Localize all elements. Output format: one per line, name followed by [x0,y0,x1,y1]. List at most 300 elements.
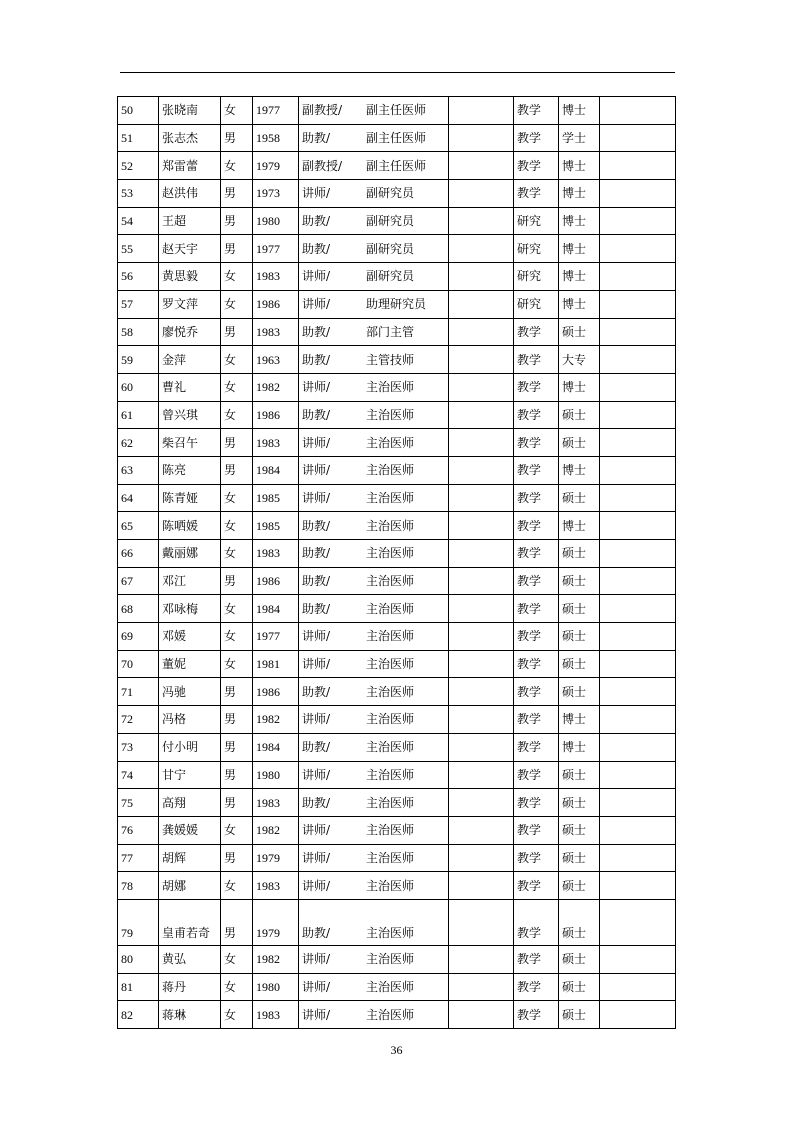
cell-empty [449,945,514,973]
cell-number: 72 [118,706,159,734]
cell-degree: 大专 [559,346,600,374]
cell-number: 54 [118,207,159,235]
teaching-title: 助教/ [302,241,331,256]
table-row [118,263,676,291]
cell-title [299,346,449,374]
cell-empty [449,789,514,817]
cell-gender: 男 [221,180,253,208]
cell-position-type: 教学 [514,678,559,706]
table-row [118,899,676,945]
table-row [118,124,676,152]
cell-number: 55 [118,235,159,263]
cell-gender: 男 [221,456,253,484]
teaching-title: 讲师/ [302,1007,331,1022]
cell-birth-year: 1979 [253,899,299,945]
cell-degree: 博士 [559,97,600,125]
cell-birth-year: 1985 [253,484,299,512]
cell-title [299,650,449,678]
cell-name: 王超 [159,207,221,235]
professional-title: 主治医师 [366,740,415,755]
teaching-title: 助教/ [302,131,331,146]
cell-position-type: 研究 [514,235,559,263]
cell-empty [600,816,676,844]
teaching-title: 讲师/ [302,823,331,838]
professional-title: 主治医师 [366,925,415,940]
table-row [118,235,676,263]
cell-name: 蒋琳 [159,1001,221,1029]
cell-birth-year: 1979 [253,152,299,180]
cell-degree: 博士 [559,263,600,291]
cell-empty [449,844,514,872]
cell-gender: 男 [221,899,253,945]
cell-title [299,207,449,235]
header-rule [120,72,675,73]
professional-title: 主治医师 [366,684,415,699]
cell-gender: 男 [221,733,253,761]
cell-empty [600,706,676,734]
cell-position-type: 研究 [514,263,559,291]
professional-title: 部门主管 [366,324,415,339]
teaching-title: 讲师/ [302,878,331,893]
cell-title [299,484,449,512]
cell-degree: 博士 [559,180,600,208]
cell-empty [600,124,676,152]
cell-gender: 女 [221,816,253,844]
professional-title: 副主任医师 [366,131,427,146]
cell-empty [449,429,514,457]
teaching-title: 讲师/ [302,490,331,505]
cell-empty [600,678,676,706]
teaching-title: 助教/ [302,407,331,422]
cell-position-type: 教学 [514,97,559,125]
cell-empty [449,973,514,1001]
cell-empty [449,567,514,595]
cell-gender: 女 [221,623,253,651]
cell-birth-year: 1985 [253,512,299,540]
professional-title: 主治医师 [366,657,415,672]
cell-gender: 女 [221,945,253,973]
teaching-title: 助教/ [302,601,331,616]
table-row [118,595,676,623]
cell-degree: 硕士 [559,401,600,429]
cell-birth-year: 1986 [253,567,299,595]
cell-gender: 男 [221,235,253,263]
cell-number: 67 [118,567,159,595]
cell-title [299,124,449,152]
cell-position-type: 教学 [514,872,559,900]
cell-empty [600,512,676,540]
cell-birth-year: 1986 [253,401,299,429]
cell-empty [449,456,514,484]
cell-gender: 女 [221,152,253,180]
cell-birth-year: 1980 [253,761,299,789]
cell-birth-year: 1983 [253,1001,299,1029]
table-row [118,789,676,817]
cell-position-type: 教学 [514,567,559,595]
cell-gender: 女 [221,1001,253,1029]
staff-table-body [118,97,676,1029]
cell-name: 廖悦乔 [159,318,221,346]
cell-number: 64 [118,484,159,512]
cell-name: 陈青娅 [159,484,221,512]
cell-degree: 博士 [559,235,600,263]
cell-title [299,373,449,401]
teaching-title: 讲师/ [302,463,331,478]
table-row [118,844,676,872]
cell-degree: 学士 [559,124,600,152]
cell-birth-year: 1983 [253,789,299,817]
cell-birth-year: 1982 [253,945,299,973]
cell-gender: 女 [221,290,253,318]
table-row [118,401,676,429]
table-row [118,180,676,208]
cell-title [299,706,449,734]
cell-empty [600,207,676,235]
professional-title: 主治医师 [366,767,415,782]
teaching-title: 副教授/ [302,158,343,173]
cell-birth-year: 1958 [253,124,299,152]
cell-name: 邓咏梅 [159,595,221,623]
cell-birth-year: 1980 [253,207,299,235]
cell-name: 柴召午 [159,429,221,457]
cell-title [299,1001,449,1029]
cell-position-type: 教学 [514,973,559,1001]
professional-title: 主治医师 [366,407,415,422]
cell-gender: 女 [221,97,253,125]
cell-empty [600,733,676,761]
cell-title [299,180,449,208]
cell-number: 77 [118,844,159,872]
table-row [118,456,676,484]
cell-gender: 女 [221,973,253,1001]
table-row [118,207,676,235]
cell-position-type: 教学 [514,816,559,844]
teaching-title: 助教/ [302,925,331,940]
cell-birth-year: 1986 [253,678,299,706]
professional-title: 主治医师 [366,952,415,967]
cell-degree: 硕士 [559,540,600,568]
cell-empty [600,945,676,973]
professional-title: 主治医师 [366,380,415,395]
cell-position-type: 教学 [514,1001,559,1029]
cell-degree: 硕士 [559,945,600,973]
professional-title: 主治医师 [366,601,415,616]
teaching-title: 讲师/ [302,435,331,450]
cell-number: 52 [118,152,159,180]
cell-number: 73 [118,733,159,761]
cell-name: 胡辉 [159,844,221,872]
cell-name: 陈亮 [159,456,221,484]
cell-empty [600,595,676,623]
cell-name: 高翔 [159,789,221,817]
table-row [118,1001,676,1029]
teaching-title: 讲师/ [302,186,331,201]
table-row [118,429,676,457]
table-row [118,97,676,125]
professional-title: 主治医师 [366,850,415,865]
cell-empty [600,97,676,125]
cell-number: 71 [118,678,159,706]
teaching-title: 讲师/ [302,269,331,284]
cell-degree: 博士 [559,207,600,235]
cell-title [299,456,449,484]
cell-title [299,945,449,973]
cell-gender: 女 [221,346,253,374]
teaching-title: 助教/ [302,740,331,755]
cell-gender: 男 [221,207,253,235]
teaching-title: 讲师/ [302,979,331,994]
cell-gender: 女 [221,373,253,401]
professional-title: 副主任医师 [366,158,427,173]
cell-name: 邓媛 [159,623,221,651]
cell-number: 56 [118,263,159,291]
cell-number: 51 [118,124,159,152]
table-row [118,706,676,734]
teaching-title: 讲师/ [302,850,331,865]
cell-degree: 硕士 [559,789,600,817]
cell-number: 66 [118,540,159,568]
cell-number: 53 [118,180,159,208]
cell-empty [600,872,676,900]
cell-birth-year: 1977 [253,97,299,125]
cell-empty [449,733,514,761]
cell-number: 78 [118,872,159,900]
table-row [118,733,676,761]
cell-position-type: 教学 [514,318,559,346]
cell-title [299,290,449,318]
cell-position-type: 教学 [514,152,559,180]
cell-empty [600,429,676,457]
cell-name: 冯格 [159,706,221,734]
cell-degree: 硕士 [559,318,600,346]
table-row [118,152,676,180]
cell-gender: 女 [221,401,253,429]
cell-title [299,401,449,429]
cell-position-type: 教学 [514,706,559,734]
cell-number: 63 [118,456,159,484]
teaching-title: 讲师/ [302,629,331,644]
cell-birth-year: 1977 [253,235,299,263]
cell-title [299,816,449,844]
professional-title: 主治医师 [366,435,415,450]
cell-number: 50 [118,97,159,125]
cell-number: 65 [118,512,159,540]
cell-number: 70 [118,650,159,678]
cell-position-type: 教学 [514,429,559,457]
cell-title [299,263,449,291]
professional-title: 副研究员 [366,186,415,201]
cell-title [299,97,449,125]
cell-number: 57 [118,290,159,318]
cell-name: 赵天宇 [159,235,221,263]
cell-title [299,512,449,540]
cell-empty [600,290,676,318]
cell-empty [449,761,514,789]
teaching-title: 讲师/ [302,712,331,727]
cell-empty [449,290,514,318]
cell-position-type: 教学 [514,346,559,374]
cell-position-type: 教学 [514,512,559,540]
teaching-title: 助教/ [302,546,331,561]
cell-name: 曾兴琪 [159,401,221,429]
cell-gender: 女 [221,263,253,291]
professional-title: 主治医师 [366,1007,415,1022]
cell-name: 黄思毅 [159,263,221,291]
cell-empty [449,401,514,429]
cell-position-type: 教学 [514,650,559,678]
cell-name: 罗文萍 [159,290,221,318]
cell-birth-year: 1983 [253,872,299,900]
cell-gender: 男 [221,789,253,817]
cell-gender: 男 [221,567,253,595]
cell-number: 61 [118,401,159,429]
teaching-title: 讲师/ [302,657,331,672]
cell-name: 张志杰 [159,124,221,152]
cell-name: 胡娜 [159,872,221,900]
cell-gender: 女 [221,512,253,540]
cell-empty [600,318,676,346]
cell-title [299,623,449,651]
cell-number: 69 [118,623,159,651]
cell-degree: 硕士 [559,484,600,512]
cell-position-type: 研究 [514,290,559,318]
professional-title: 主治医师 [366,574,415,589]
cell-birth-year: 1983 [253,318,299,346]
cell-empty [449,678,514,706]
cell-number: 75 [118,789,159,817]
table-row [118,346,676,374]
cell-degree: 硕士 [559,761,600,789]
cell-degree: 硕士 [559,623,600,651]
cell-title [299,899,449,945]
cell-degree: 博士 [559,152,600,180]
cell-name: 蒋丹 [159,973,221,1001]
cell-title [299,235,449,263]
cell-degree: 博士 [559,706,600,734]
page-number: 36 [390,1043,403,1057]
cell-empty [600,623,676,651]
cell-empty [449,650,514,678]
cell-empty [449,540,514,568]
table-row [118,512,676,540]
professional-title: 主管技师 [366,352,415,367]
table-row [118,945,676,973]
cell-gender: 男 [221,706,253,734]
cell-empty [449,346,514,374]
cell-position-type: 教学 [514,899,559,945]
cell-position-type: 教学 [514,595,559,623]
cell-empty [600,567,676,595]
cell-empty [449,899,514,945]
cell-number: 80 [118,945,159,973]
professional-title: 主治医师 [366,463,415,478]
cell-title [299,152,449,180]
cell-position-type: 教学 [514,623,559,651]
cell-empty [600,235,676,263]
cell-number: 59 [118,346,159,374]
cell-degree: 硕士 [559,650,600,678]
teaching-title: 助教/ [302,795,331,810]
professional-title: 主治医师 [366,490,415,505]
cell-empty [600,1001,676,1029]
cell-empty [449,97,514,125]
cell-gender: 男 [221,761,253,789]
professional-title: 主治医师 [366,878,415,893]
cell-name: 赵洪伟 [159,180,221,208]
cell-empty [449,623,514,651]
cell-empty [449,872,514,900]
cell-name: 曹礼 [159,373,221,401]
cell-empty [600,180,676,208]
cell-degree: 硕士 [559,678,600,706]
cell-name: 付小明 [159,733,221,761]
table-row [118,623,676,651]
cell-degree: 硕士 [559,1001,600,1029]
professional-title: 主治医师 [366,979,415,994]
teaching-title: 讲师/ [302,380,331,395]
cell-position-type: 教学 [514,945,559,973]
cell-empty [449,595,514,623]
cell-name: 金萍 [159,346,221,374]
cell-empty [449,263,514,291]
cell-number: 58 [118,318,159,346]
table-row [118,290,676,318]
cell-position-type: 教学 [514,733,559,761]
cell-birth-year: 1981 [253,650,299,678]
cell-name: 黄弘 [159,945,221,973]
cell-position-type: 教学 [514,484,559,512]
cell-degree: 博士 [559,733,600,761]
cell-empty [449,484,514,512]
cell-gender: 女 [221,484,253,512]
table-row [118,761,676,789]
cell-birth-year: 1986 [253,290,299,318]
cell-title [299,844,449,872]
cell-title [299,595,449,623]
cell-title [299,540,449,568]
teaching-title: 助教/ [302,324,331,339]
cell-empty [449,706,514,734]
cell-degree: 硕士 [559,595,600,623]
cell-empty [449,318,514,346]
cell-gender: 男 [221,429,253,457]
cell-gender: 男 [221,318,253,346]
cell-empty [449,207,514,235]
cell-birth-year: 1973 [253,180,299,208]
table-row [118,373,676,401]
cell-degree: 博士 [559,373,600,401]
cell-empty [449,152,514,180]
cell-gender: 男 [221,844,253,872]
table-row [118,678,676,706]
cell-birth-year: 1984 [253,595,299,623]
teaching-title: 助教/ [302,684,331,699]
cell-empty [449,124,514,152]
cell-title [299,761,449,789]
cell-position-type: 教学 [514,761,559,789]
professional-title: 主治医师 [366,518,415,533]
cell-name: 龚媛媛 [159,816,221,844]
cell-degree: 硕士 [559,844,600,872]
cell-position-type: 教学 [514,180,559,208]
table-row [118,540,676,568]
cell-title [299,567,449,595]
cell-gender: 女 [221,650,253,678]
professional-title: 主治医师 [366,823,415,838]
professional-title: 副主任医师 [366,103,427,118]
professional-title: 助理研究员 [366,297,427,312]
table-row [118,973,676,1001]
